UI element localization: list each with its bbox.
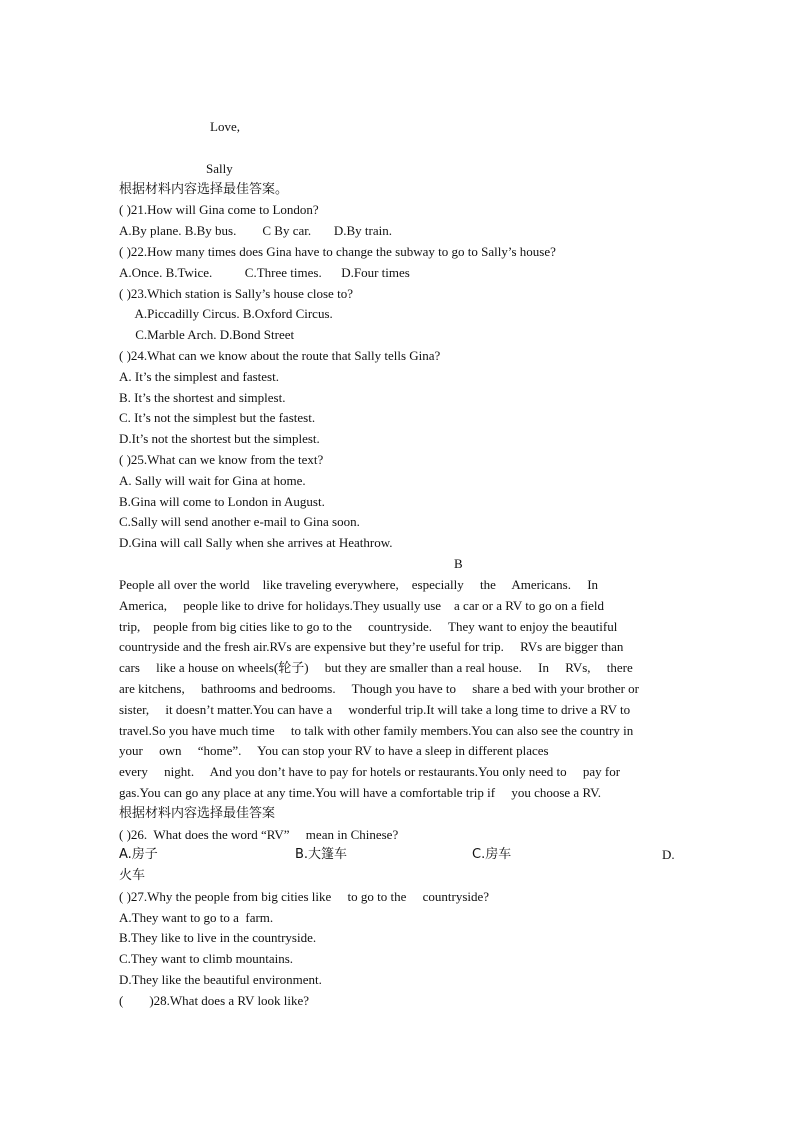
option-line: A. It’s the simplest and fastest.	[119, 369, 279, 384]
passage-line: cars like a house on wheels(轮子) but they are smaller than a real house. In RVs, there	[119, 660, 633, 675]
option-line: B. It’s the shortest and simplest.	[119, 390, 286, 405]
passage-line: sister, it doesn’t matter.You can have a wonderful trip.It will take a long time to drive a RV to	[119, 702, 631, 717]
question-line: ( )24.What can we know about the route that Sally tells Gina?	[119, 348, 441, 363]
option-line: A.They want to go to a farm.	[119, 910, 274, 925]
closing-signature: Sally	[206, 161, 233, 176]
option-line: A. Sally will wait for Gina at home.	[119, 473, 306, 488]
passage-line: countryside and the fresh air.RVs are expensive but they’re useful for trip. RVs are bigger than	[119, 639, 624, 654]
passage-line: People all over the world like traveling everywhere, especially the Americans. In	[119, 577, 599, 592]
option-c: C.房车	[472, 847, 512, 862]
option-d-text: 火车	[119, 868, 146, 883]
passage-line: trip, people from big cities like to go to the countryside. They want to enjoy the beautiful	[119, 619, 618, 634]
option-line: B.They like to live in the countryside.	[119, 930, 317, 945]
option-b: B.大篷车	[295, 847, 348, 862]
question-line: ( )22.How many times does Gina have to change the subway to go to Sally’s house?	[119, 244, 556, 259]
option-line: D.They like the beautiful environment.	[119, 972, 322, 987]
option-line: A.Once. B.Twice. C.Three times. D.Four times	[119, 265, 410, 280]
closing-love: Love,	[210, 119, 240, 134]
option-line: A.Piccadilly Circus. B.Oxford Circus.	[119, 306, 333, 321]
passage-line: every night. And you don’t have to pay for hotels or restaurants.You only need to pay for	[119, 764, 621, 779]
passage-line: travel.So you have much time to talk with other family members.You can also see the country in	[119, 723, 634, 738]
passage-line: are kitchens, bathrooms and bedrooms. Though you have to share a bed with your brother or	[119, 681, 639, 696]
question-line: ( )23.Which station is Sally’s house close to?	[119, 286, 353, 301]
option-line: C. It’s not the simplest but the fastest.	[119, 410, 316, 425]
question-line: ( )28.What does a RV look like?	[119, 993, 310, 1008]
section-b-heading: B	[454, 556, 463, 571]
option-a: A.房子	[119, 847, 158, 862]
option-line: D.It’s not the shortest but the simplest.	[119, 431, 320, 446]
question-line: ( )27.Why the people from big cities like to go to the countryside?	[119, 889, 490, 904]
option-d-prefix: D.	[662, 847, 675, 862]
option-line: A.By plane. B.By bus. C By car. D.By train.	[119, 223, 392, 238]
option-line: C.Sally will send another e-mail to Gina soon.	[119, 514, 360, 529]
option-line: C.They want to climb mountains.	[119, 951, 294, 966]
passage-line: your own “home”. You can stop your RV to have a sleep in different places	[119, 743, 549, 758]
question-line: ( )26. What does the word “RV” mean in Chinese?	[119, 827, 399, 842]
option-line: C.Marble Arch. D.Bond Street	[119, 327, 295, 342]
passage-line: gas.You can go any place at any time.You will have a comfortable trip if you choose a RV.	[119, 785, 602, 800]
passage-line: America, people like to drive for holidays.They usually use a car or a RV to go on a field	[119, 598, 604, 613]
section-b-instruction: 根据材料内容选择最佳答案	[119, 806, 276, 821]
option-line: D.Gina will call Sally when she arrives at Heathrow.	[119, 535, 393, 550]
question-line: ( )21.How will Gina come to London?	[119, 202, 319, 217]
section-a-instruction: 根据材料内容选择最佳答案。	[119, 182, 289, 197]
option-line: B.Gina will come to London in August.	[119, 494, 325, 509]
question-line: ( )25.What can we know from the text?	[119, 452, 324, 467]
